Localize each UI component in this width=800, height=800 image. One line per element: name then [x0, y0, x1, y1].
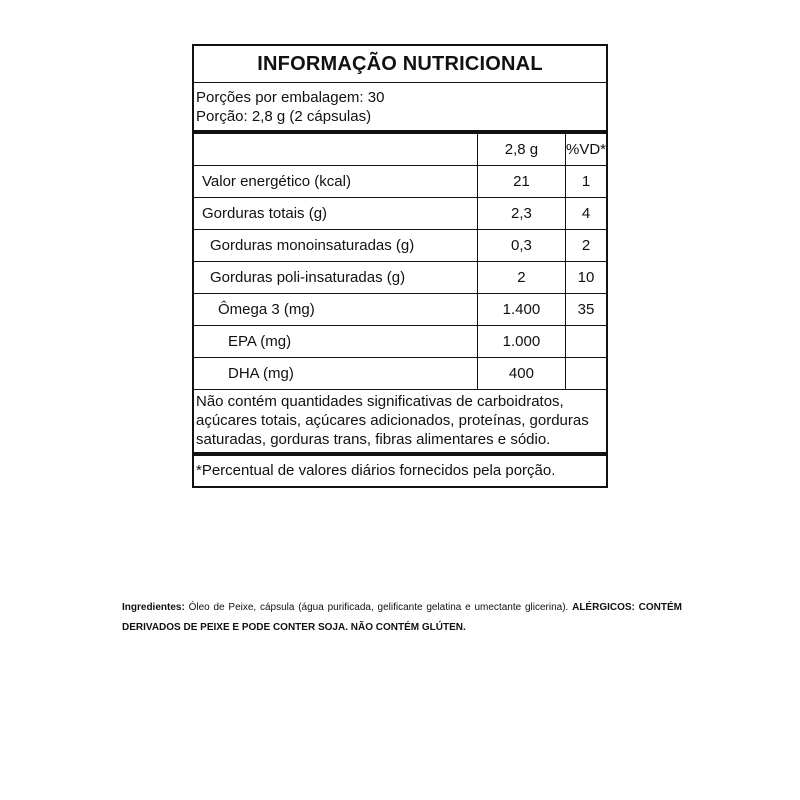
- nutrient-dv: 4: [565, 198, 606, 230]
- nutrient-name: Gorduras totais (g): [194, 198, 477, 230]
- table-title: INFORMAÇÃO NUTRICIONAL: [194, 46, 606, 83]
- nutrient-table: [194, 134, 606, 390]
- nutrient-name: DHA (mg): [194, 358, 477, 390]
- nutrient-dv: 1: [565, 166, 606, 198]
- nutrient-value: 2,3: [477, 198, 565, 230]
- nutrient-value: 400: [477, 358, 565, 390]
- nutrient-dv: [565, 358, 606, 390]
- nutrient-row-epa: [194, 326, 606, 358]
- serving-info: [194, 83, 606, 134]
- nutrient-dv: [565, 326, 606, 358]
- allergens-text: ALÉRGICOS: CONTÉM DERIVADOS DE PEIXE E PODE CONTER SOJA. NÃO CONTÉM GLÚTEN.: [122, 602, 682, 633]
- nutrient-value: 21: [477, 166, 565, 198]
- nutrient-value: 2: [477, 262, 565, 294]
- ingredients-paragraph: [122, 598, 682, 638]
- ingredients-label: Ingredientes:: [122, 602, 185, 613]
- header-daily-value: %VD*: [565, 134, 606, 166]
- nutrient-name: Valor energético (kcal): [194, 166, 477, 198]
- nutrient-name: EPA (mg): [194, 326, 477, 358]
- nutrient-dv: 2: [565, 230, 606, 262]
- nutrient-row-dha: [194, 358, 606, 390]
- nutrient-name: Gorduras monoinsaturadas (g): [194, 230, 477, 262]
- nutrient-value: 0,3: [477, 230, 565, 262]
- nutrition-facts-table: [192, 44, 608, 488]
- nutrient-value: 1.400: [477, 294, 565, 326]
- serving-size: Porção: 2,8 g (2 cápsulas): [196, 108, 372, 125]
- servings-per-package: Porções por embalagem: 30: [196, 89, 385, 106]
- nutrient-row-polyunsaturated: [194, 262, 606, 294]
- nutrient-row-energy: [194, 166, 606, 198]
- nutrient-value: 1.000: [477, 326, 565, 358]
- nutrient-row-omega3: [194, 294, 606, 326]
- nutrient-name: Ômega 3 (mg): [194, 294, 477, 326]
- nutrient-dv: 10: [565, 262, 606, 294]
- daily-value-footnote: *Percentual de valores diários fornecidos pela porção.: [196, 462, 556, 479]
- header-empty-cell: [194, 134, 477, 166]
- nutrient-dv: 35: [565, 294, 606, 326]
- nutrient-row-total-fat: [194, 198, 606, 230]
- nutrient-name: Gorduras poli-insaturadas (g): [194, 262, 477, 294]
- table-header-row: [194, 134, 606, 166]
- insignificant-amounts-note: Não contém quantidades significativas de carboidratos, açúcares totais, açúcares adicionados, proteínas, gorduras saturadas, gorduras trans, fibras alimentares e sódio.: [194, 390, 606, 456]
- header-amount: 2,8 g: [477, 134, 565, 166]
- nutrient-row-monounsaturated: [194, 230, 606, 262]
- ingredients-text: Óleo de Peixe, cápsula (água purificada, gelificante gelatina e umectante glicerina).: [184, 602, 573, 613]
